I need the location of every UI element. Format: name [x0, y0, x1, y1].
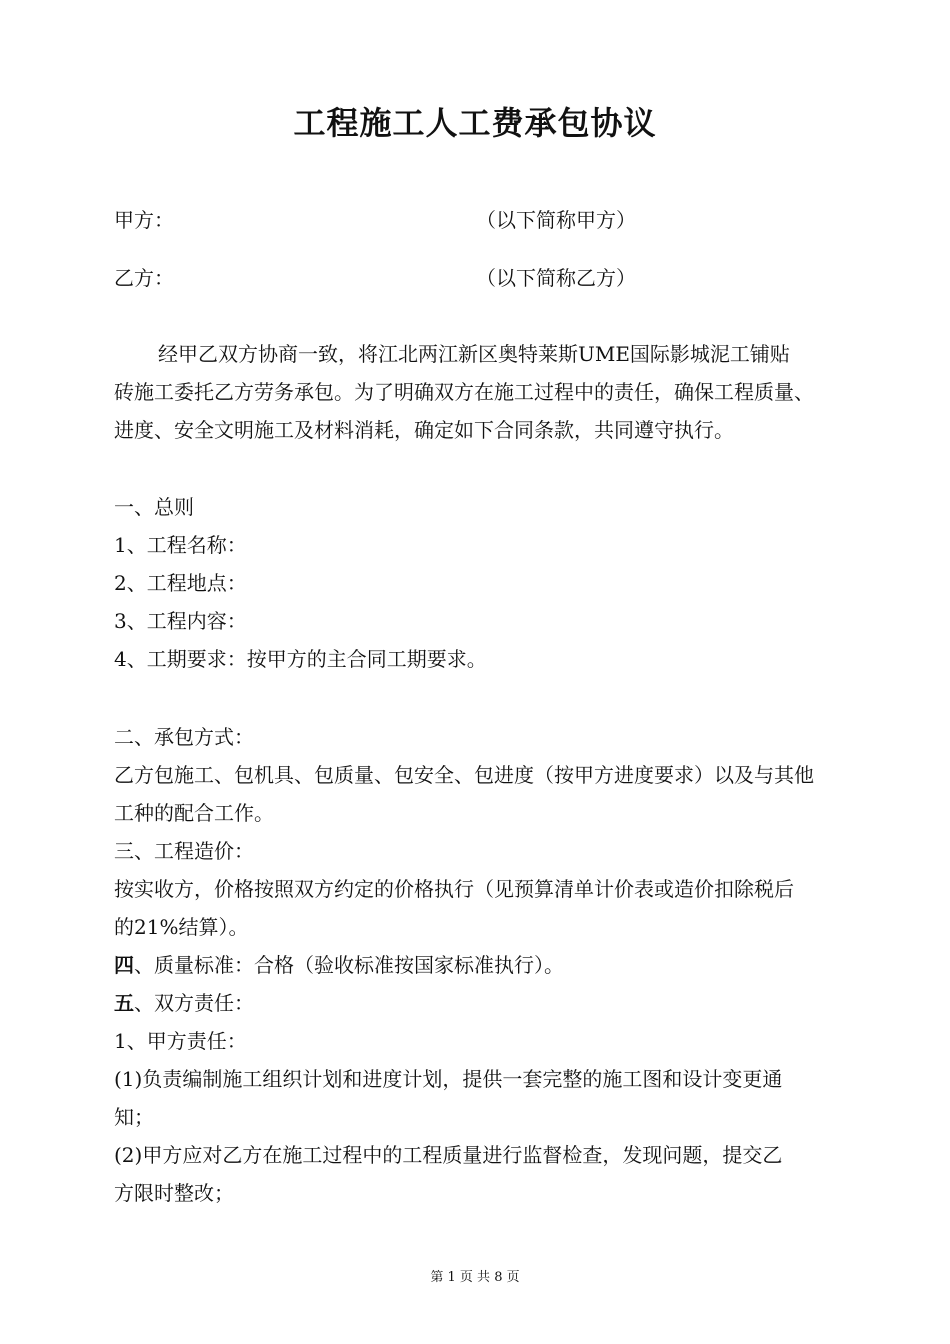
section-contract-mode: [114, 718, 864, 1212]
general-item: 4、工期要求：按甲方的主合同工期要求。: [114, 647, 487, 671]
duties-line: 方限时整改；: [114, 1181, 234, 1205]
general-item: 1、工程名称：: [114, 533, 247, 557]
party-b-label: 乙方：: [114, 266, 174, 290]
section-heading-general: 一、总则: [114, 495, 194, 519]
party-a-label: 甲方：: [114, 208, 174, 232]
duties-line: (2)甲方应对乙方在施工过程中的工程质量进行监督检查，发现问题，提交乙: [114, 1143, 783, 1167]
document-title: 工程施工人工费承包协议: [293, 104, 657, 142]
section-general: [114, 488, 864, 678]
intro-paragraph: [114, 335, 864, 449]
duties-sub-heading: 1、甲方责任：: [114, 1029, 247, 1053]
intro-line: 进度、安全文明施工及材料消耗，确定如下合同条款，共同遵守执行。: [114, 418, 734, 442]
intro-line: 砖施工委托乙方劳务承包。为了明确双方在施工过程中的责任，确保工程质量、: [114, 380, 814, 404]
general-item: 2、工程地点：: [114, 571, 247, 595]
party-b-abbr: （以下简称乙方）: [476, 266, 636, 290]
duties-heading-number: 五: [114, 991, 134, 1015]
party-b-line: [114, 262, 636, 291]
cost-line: 的21%结算）。: [114, 915, 249, 939]
intro-line: 经甲乙双方协商一致，将江北两江新区奥特莱斯UME国际影城泥工铺贴: [158, 342, 790, 366]
contract-mode-line: 工种的配合工作。: [114, 801, 274, 825]
duties-line: (1)负责编制施工组织计划和进度计划，提供一套完整的施工图和设计变更通: [114, 1067, 783, 1091]
page-footer: 第 1 页 共 8 页: [430, 1270, 520, 1285]
party-a-line: [114, 204, 636, 233]
section-quality: [114, 946, 864, 984]
party-a-abbr: （以下简称甲方）: [476, 208, 636, 232]
section-heading-contract-mode: 二、承包方式：: [114, 725, 254, 749]
cost-line: 按实收方，价格按照双方约定的价格执行（见预算清单计价表或造价扣除税后: [114, 877, 794, 901]
general-item: 3、工程内容：: [114, 609, 247, 633]
duties-line: 知；: [114, 1105, 154, 1129]
duties-heading-text: 、双方责任：: [134, 991, 254, 1015]
quality-heading-number: 四: [114, 953, 134, 977]
section-duties: [114, 984, 864, 1022]
quality-heading-text: 、质量标准：合格（验收标准按国家标准执行）。: [134, 953, 564, 977]
contract-mode-line: 乙方包施工、包机具、包质量、包安全、包进度（按甲方进度要求）以及与其他: [114, 763, 814, 787]
section-heading-cost: 三、工程造价：: [114, 839, 254, 863]
